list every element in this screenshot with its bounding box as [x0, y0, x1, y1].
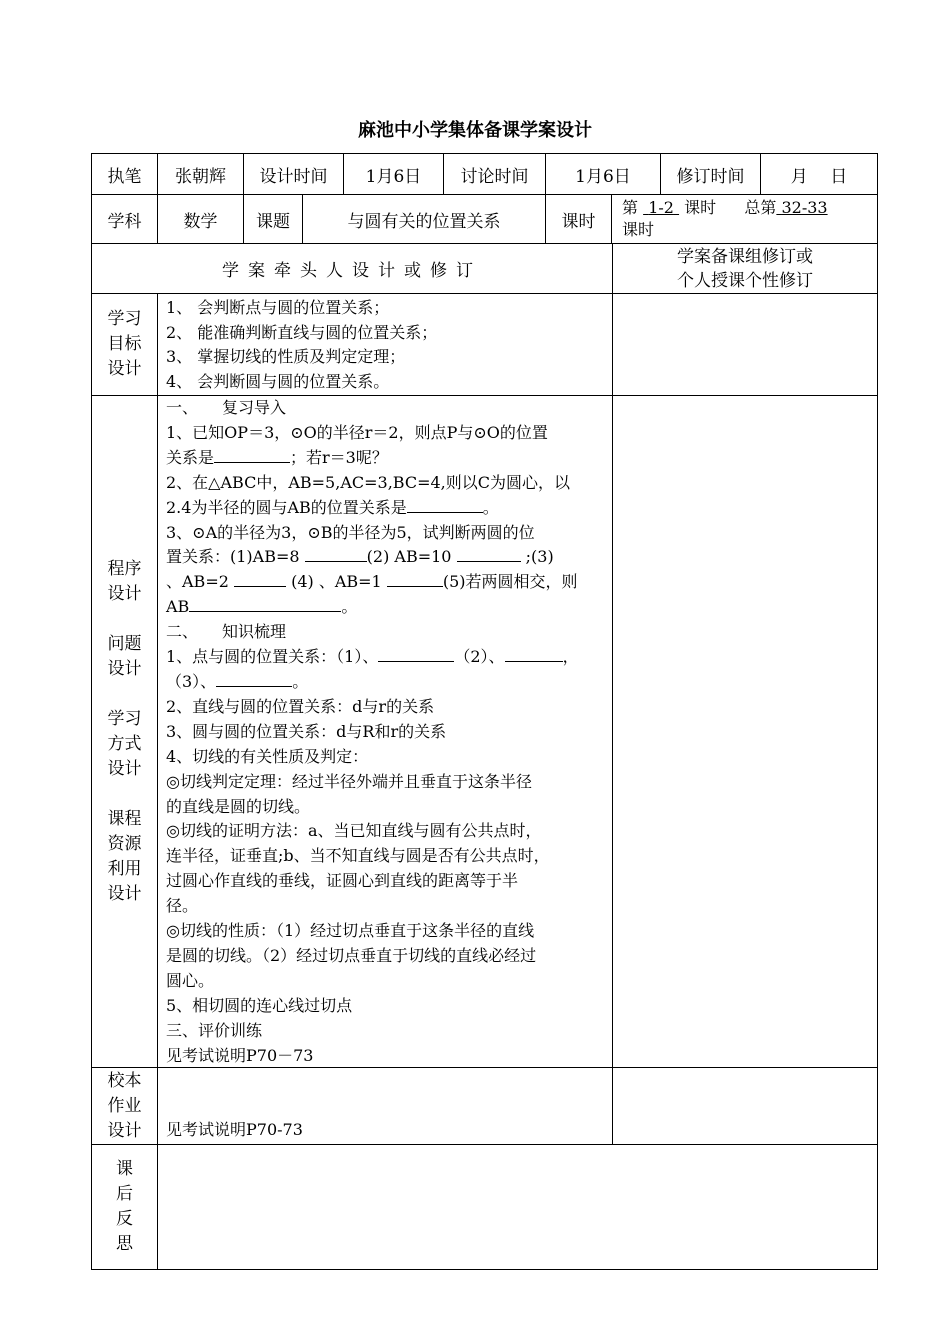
total-number-text: 32-33 — [781, 198, 828, 217]
knowledge-line: 5、相切圆的连心线过切点 — [166, 995, 353, 1015]
discuss-time-label-text: 讨论时间 — [460, 166, 529, 187]
group-header-line1: 学案备课组修订或 — [677, 246, 813, 267]
answer-blank — [189, 597, 341, 612]
q3-text: ;(3) — [520, 547, 554, 567]
topic-label-text: 课题 — [256, 211, 290, 232]
q3-text: 、AB=2 — [166, 572, 234, 592]
topic-label — [243, 194, 303, 244]
goal-item: 3、 掌握切线的性质及判定定理； — [166, 347, 406, 366]
homework-label-2: 作业 — [107, 1095, 142, 1116]
knowledge-line: 3、圆与圆的位置关系：d与R和r的关系 — [166, 721, 447, 741]
k1-text: 。 — [292, 671, 309, 691]
question-line — [166, 570, 606, 595]
label-line: 设计 — [107, 583, 142, 604]
question-line — [166, 496, 606, 521]
q3-text: (2) AB=10 — [366, 547, 457, 567]
total-prefix: 总第 — [744, 198, 777, 217]
knowledge-line: 是圆的切线。（2）经过切点垂直于切线的直线必经过 — [166, 945, 537, 965]
program-content — [157, 395, 613, 1068]
answer-blank — [457, 547, 521, 562]
label-line: 课程 — [107, 808, 142, 829]
design-time-label-text: 设计时间 — [259, 166, 328, 187]
k1-text: ， — [562, 647, 579, 667]
topic-value-text: 与圆有关的位置关系 — [347, 211, 501, 232]
knowledge-line: 过圆心作直线的垂线，证圆心到直线的距离等于半 — [166, 871, 519, 891]
label-line: 程序 — [107, 558, 142, 579]
reflection-label-3: 反 — [116, 1209, 133, 1229]
program-revision — [612, 395, 878, 1068]
exercise-reference: 见考试说明P70－73 — [166, 1045, 314, 1065]
k1-text: （2）、 — [454, 647, 505, 667]
goals-label — [91, 293, 158, 396]
revise-time-value-text: 月 日 — [790, 166, 848, 187]
program-label — [91, 395, 158, 1068]
q3-text: AB — [166, 597, 190, 617]
goals-label-1: 学习 — [107, 309, 142, 329]
goals-label-2: 目标 — [107, 334, 142, 354]
pen-label-text: 执笔 — [107, 166, 142, 187]
knowledge-line: ◎切线的性质：（1）经过切点垂直于这条半径的直线 — [166, 921, 535, 941]
answer-blank — [378, 647, 454, 662]
homework-label-3: 设计 — [107, 1120, 142, 1141]
design-time-label — [243, 153, 344, 195]
period-number — [643, 198, 679, 217]
homework-label — [91, 1067, 158, 1145]
group-header — [612, 243, 878, 294]
answer-blank — [305, 547, 367, 562]
answer-blank — [234, 572, 286, 587]
knowledge-line — [166, 645, 606, 670]
revise-time-label-text: 修订时间 — [676, 166, 745, 187]
design-time-value — [343, 153, 444, 195]
label-line: 设计 — [107, 658, 142, 679]
q3-text: (5)若两圆相交，则 — [442, 572, 578, 592]
label-line: 设计 — [107, 883, 142, 904]
goal-item: 1、 会判断点与圆的位置关系； — [166, 298, 390, 317]
goals-content — [157, 293, 613, 396]
total-number — [776, 198, 827, 217]
label-line: 问题 — [107, 633, 142, 654]
revise-time-label — [660, 153, 761, 195]
period-value — [611, 194, 878, 244]
discuss-time-label — [443, 153, 546, 195]
topic-value — [302, 194, 546, 244]
group-header-line2: 个人授课个性修订 — [677, 270, 813, 291]
period-label-text: 课时 — [561, 211, 596, 232]
answer-blank — [387, 572, 443, 587]
question-line: 1、已知OP＝3，⊙O的半径r＝2，则点P与⊙O的位置 — [166, 422, 548, 442]
reflection-label-2: 后 — [116, 1184, 133, 1204]
revise-time-value — [760, 153, 878, 195]
period-mid: 课时 — [684, 198, 717, 217]
lead-header-text: 学案牵头人设计或修订 — [222, 261, 482, 281]
question-line — [166, 545, 606, 570]
goals-label-3: 设计 — [107, 359, 142, 379]
pen-value — [157, 153, 244, 195]
answer-blank — [214, 448, 290, 463]
subject-label — [91, 194, 158, 244]
period-suffix: 课时 — [622, 220, 655, 239]
knowledge-line: 圆心。 — [166, 970, 215, 990]
question-line: 2、在△ABC中，AB=5,AC=3,BC=4,则以C为圆心，以 — [166, 472, 571, 492]
knowledge-line: 2、直线与圆的位置关系：d与r的关系 — [166, 696, 435, 716]
design-time-value-text: 1月6日 — [365, 166, 422, 187]
goal-item: 2、 能准确判断直线与圆的位置关系； — [166, 322, 438, 342]
page-title: 麻池中小学集体备课学案设计 — [358, 120, 592, 141]
question-line — [166, 446, 606, 471]
discuss-time-value — [545, 153, 661, 195]
reflection-label-4: 思 — [116, 1234, 133, 1254]
section-heading: 三、评价训练 — [166, 1020, 263, 1040]
knowledge-line: ◎切线判定定理：经过半径外端并且垂直于这条半径 — [166, 771, 532, 791]
label-line: 资源 — [107, 833, 142, 854]
subject-label-text: 学科 — [107, 211, 142, 232]
knowledge-line: 径。 — [166, 896, 199, 916]
goal-item: 4、 会判断圆与圆的位置关系。 — [166, 371, 390, 391]
k1-text: 1、点与圆的位置关系：（1）、 — [166, 647, 379, 667]
q2-text: 。 — [482, 497, 499, 517]
label-line: 方式 — [107, 733, 142, 754]
k1-text: （3）、 — [166, 671, 217, 691]
label-line: 学习 — [107, 708, 142, 729]
answer-blank — [407, 498, 483, 513]
answer-blank — [216, 672, 292, 687]
homework-content — [157, 1067, 613, 1145]
homework-text: 见考试说明P70-73 — [166, 1120, 303, 1139]
section-heading: 二、 知识梳理 — [166, 622, 287, 642]
reflection-content — [157, 1144, 878, 1270]
label-line: 设计 — [107, 758, 142, 779]
reflection-label — [91, 1144, 158, 1270]
subject-value-text: 数学 — [183, 211, 218, 232]
q1-text: ；若r＝3呢？ — [290, 447, 388, 467]
pen-value-text: 张朝辉 — [175, 166, 226, 187]
question-line — [166, 595, 606, 620]
q2-text: 2.4为半径的圆与AB的位置关系是 — [166, 497, 407, 517]
q3-text: (4) 、AB=1 — [286, 572, 387, 592]
knowledge-line — [166, 670, 606, 695]
homework-label-1: 校本 — [107, 1070, 142, 1091]
period-label — [545, 194, 612, 244]
subject-value — [157, 194, 244, 244]
q3-text: 。 — [341, 597, 358, 617]
homework-revision — [612, 1067, 878, 1145]
knowledge-line: 4、切线的有关性质及判定： — [166, 746, 369, 766]
lead-header — [91, 243, 613, 294]
question-line: 3、⊙A的半径为3，⊙B的半径为5，试判断两圆的位 — [166, 522, 535, 542]
q3-text: 置关系：(1)AB=8 — [166, 547, 305, 567]
period-number-text: 1-2 — [648, 198, 674, 217]
knowledge-line: ◎切线的证明方法：a、当已知直线与圆有公共点时， — [166, 821, 542, 841]
answer-blank — [505, 647, 563, 662]
reflection-label-1: 课 — [116, 1159, 133, 1179]
knowledge-line: 的直线是圆的切线。 — [166, 796, 311, 816]
period-prefix: 第 — [622, 198, 639, 217]
section-heading: 一、 复习导入 — [166, 398, 287, 417]
q1-text: 关系是 — [166, 447, 215, 467]
label-line: 利用 — [107, 858, 142, 879]
knowledge-line: 连半径，证垂直;b、当不知直线与圆是否有公共点时， — [166, 846, 550, 866]
goals-revision — [612, 293, 878, 396]
discuss-time-value-text: 1月6日 — [575, 166, 631, 187]
pen-label — [91, 153, 158, 195]
